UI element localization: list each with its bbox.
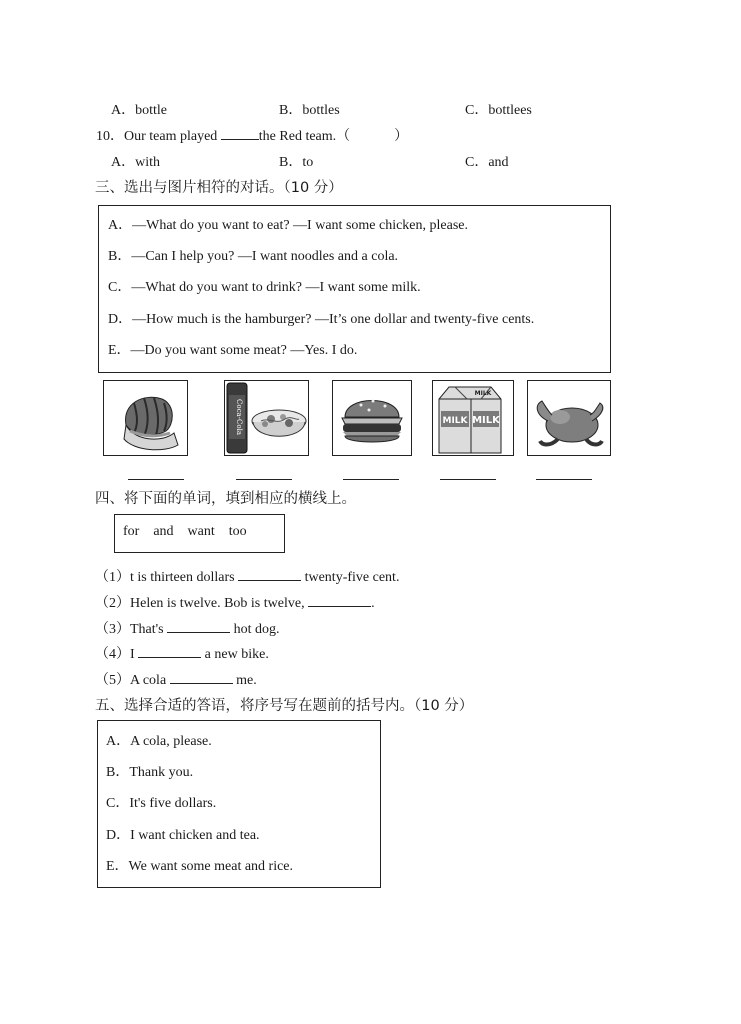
item-text: （2）Helen is twelve. Bob is twelve, [95,596,305,611]
answer-line[interactable] [236,478,292,480]
q10-paren-close: ） [394,129,409,144]
fill-blank[interactable] [308,594,371,607]
word-bank: for and want too [123,524,247,539]
picture-meat [103,380,188,456]
section3-option: B．—Can I help you? —I want noodles and a cola. [108,249,399,264]
milk-label-text: MILK [474,390,492,397]
q10-blank [221,127,259,140]
q9-option-a: A．bottle [111,103,167,118]
q9-option-c: C．bottlees [465,103,532,118]
section4-item-2 [95,592,375,612]
q10-stem-start: 10．Our team played [96,129,218,144]
milk-label-text: MILK [442,416,468,426]
fill-blank[interactable] [167,620,230,633]
milk-label-text: MILK [472,415,500,426]
section5-options-box [97,720,381,888]
section3-option: C．—What do you want to drink? —I want some milk. [108,280,421,295]
q10-option-b: B．to [279,155,314,170]
item-text: （3）That's [95,622,164,637]
section4-title: 四、将下面的单词，填到相应的横线上。 [95,491,356,507]
section3-options-box [98,205,611,373]
section3-title: 三、选出与图片相符的对话。（10 分） [95,180,343,196]
meat-icon [104,381,187,455]
answer-line[interactable] [343,478,399,480]
roast-chicken-icon [528,381,610,455]
q9-option-b: B．bottles [279,103,340,118]
section5-title: 五、选择合适的答语，将序号写在题前的括号内。（10 分） [95,698,474,714]
word-bank-box [114,514,285,553]
section5-option: B．Thank you. [106,765,194,780]
q10-option-c: C．and [465,155,509,170]
picture-hamburger [332,380,412,456]
item-text: （1）t is thirteen dollars [95,570,235,585]
picture-cola-noodles [224,380,309,456]
cola-label-text: Coca-Cola [235,398,243,436]
fill-blank[interactable] [138,645,201,658]
q10-stem-end: the Red team.（ [258,129,351,144]
section3-option: E．—Do you want some meat? —Yes. I do. [108,343,358,358]
item-text: （5）A cola [95,673,167,688]
answer-line[interactable] [536,478,592,480]
item-text: （4）I [95,647,135,662]
answer-line[interactable] [128,478,184,480]
section5-option: D．I want chicken and tea. [106,828,260,843]
picture-chicken [527,380,611,456]
fill-blank[interactable] [238,568,301,581]
section5-option: A．A cola, please. [106,734,212,749]
milk-carton-icon [433,381,513,455]
item-text: . [371,596,375,611]
item-text: twenty-five cent. [304,570,400,585]
fill-blank[interactable] [170,671,233,684]
section3-option: A．—What do you want to eat? —I want some chicken, please. [108,218,469,233]
section4-item-5 [95,669,257,689]
hamburger-icon [333,381,411,455]
q10-option-a: A．with [111,155,160,170]
item-text: a new bike. [204,647,269,662]
q10-stem [96,125,408,145]
cola-noodles-icon [225,381,308,455]
answer-line[interactable] [440,478,496,480]
section5-option: E．We want some meat and rice. [106,859,294,874]
section3-option: D．—How much is the hamburger? —It’s one dollar and twenty-five cents. [108,312,535,327]
item-text: me. [236,673,257,688]
section4-item-4 [95,643,269,663]
section5-option: C．It's five dollars. [106,796,217,811]
section4-item-1 [95,566,399,586]
item-text: hot dog. [233,622,280,637]
section4-item-3 [95,618,280,638]
picture-milk [432,380,514,456]
